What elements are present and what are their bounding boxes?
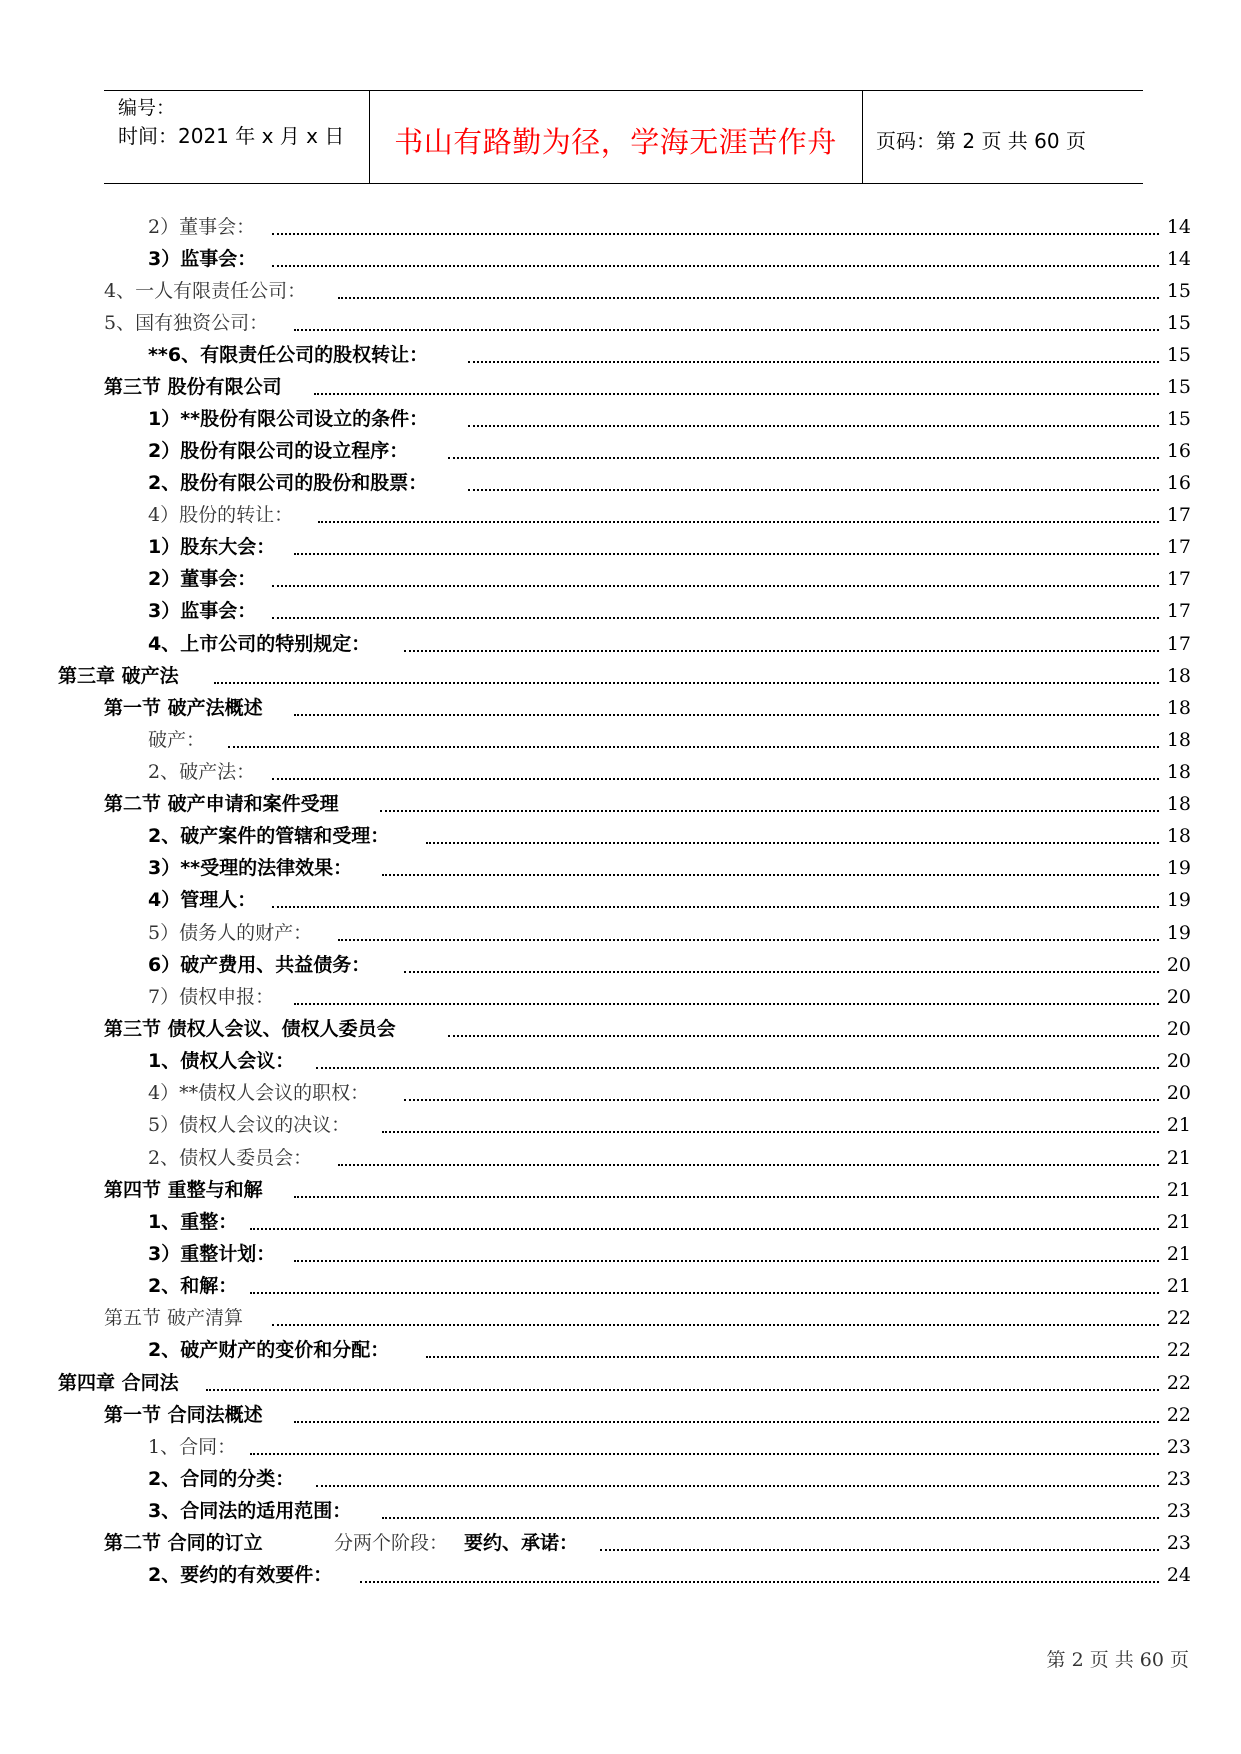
header-number-label: 编号： — [118, 97, 176, 119]
toc-entry-label: 第二节 破产申请和案件受理 — [104, 793, 339, 815]
toc-leader-dots — [294, 553, 1159, 555]
toc-entry-page: 18 — [1166, 825, 1191, 847]
toc-entry-note: 分两个阶段： — [334, 1532, 449, 1554]
toc-entry-note-bold: 要约、承诺： — [464, 1532, 579, 1554]
toc-leader-dots — [272, 233, 1159, 235]
toc-leader-dots — [600, 1549, 1159, 1551]
toc-leader-dots — [294, 1260, 1159, 1262]
toc-entry-page: 23 — [1166, 1468, 1191, 1490]
header-top-rule — [104, 90, 1143, 91]
toc-entry-label: 第四节 重整与和解 — [104, 1179, 263, 1201]
toc-entry[interactable] — [0, 693, 1241, 723]
toc-entry-label: 2、要约的有效要件： — [148, 1564, 333, 1586]
toc-entry-label: 3）监事会： — [148, 248, 257, 270]
toc-leader-dots — [404, 971, 1159, 973]
toc-entry-page: 19 — [1166, 857, 1191, 879]
toc-entry-label: 2、破产案件的管辖和受理： — [148, 825, 390, 847]
toc-entry[interactable] — [0, 372, 1241, 402]
toc-leader-dots — [316, 1485, 1159, 1487]
toc-entry-label: 第三章 破产法 — [58, 665, 179, 687]
toc-entry[interactable] — [0, 340, 1241, 370]
toc-entry-page: 20 — [1166, 1018, 1191, 1040]
toc-entry-page: 22 — [1166, 1307, 1191, 1329]
toc-entry[interactable] — [0, 885, 1241, 915]
toc-entry[interactable] — [0, 212, 1241, 242]
toc-entry-page: 20 — [1166, 1050, 1191, 1072]
toc-entry[interactable] — [0, 500, 1241, 530]
toc-entry-page: 17 — [1166, 600, 1191, 622]
toc-entry-label: 3）**受理的法律效果： — [148, 857, 353, 879]
toc-entry[interactable] — [0, 789, 1241, 819]
toc-entry[interactable] — [0, 1303, 1241, 1333]
toc-entry-label: 1）**股份有限公司设立的条件： — [148, 408, 429, 430]
toc-entry-page: 17 — [1166, 633, 1191, 655]
toc-entry-label: 破产： — [148, 729, 206, 751]
toc-entry-label: 4、上市公司的特别规定： — [148, 633, 371, 655]
toc-entry-label: 第二节 合同的订立 — [104, 1532, 263, 1554]
header-motto: 书山有路勤为径，学海无涯苦作舟 — [394, 125, 837, 159]
toc-entry-page: 19 — [1166, 922, 1191, 944]
toc-entry-label: 4）股份的转让： — [148, 504, 294, 526]
toc-entry[interactable] — [0, 1110, 1241, 1140]
toc-entry[interactable] — [0, 1432, 1241, 1462]
toc-leader-dots — [318, 521, 1159, 523]
toc-leader-dots — [468, 489, 1159, 491]
toc-entry-label: 1、重整： — [148, 1211, 238, 1233]
toc-entry[interactable] — [0, 1175, 1241, 1205]
toc-entry-page: 20 — [1166, 986, 1191, 1008]
toc-leader-dots — [294, 1003, 1159, 1005]
toc-entry[interactable] — [0, 1400, 1241, 1430]
toc-leader-dots — [214, 682, 1159, 684]
toc-entry[interactable] — [0, 1335, 1241, 1365]
toc-entry-label: 第四章 合同法 — [58, 1372, 179, 1394]
toc-entry[interactable] — [0, 725, 1241, 755]
toc-leader-dots — [314, 393, 1159, 395]
toc-leader-dots — [228, 746, 1159, 748]
toc-entry[interactable] — [0, 1368, 1241, 1398]
toc-entry-page: 18 — [1166, 761, 1191, 783]
toc-entry-label: 第一节 破产法概述 — [104, 697, 263, 719]
toc-leader-dots — [316, 1067, 1159, 1069]
toc-entry-label: 4）**债权人会议的职权： — [148, 1082, 370, 1104]
toc-entry[interactable] — [0, 1496, 1241, 1526]
toc-entry-page: 14 — [1166, 248, 1191, 270]
toc-entry-label: 5）债务人的财产： — [148, 922, 313, 944]
toc-entry[interactable] — [0, 436, 1241, 466]
toc-entry-label: **6、有限责任公司的股权转让： — [148, 344, 429, 366]
toc-entry-label: 2、破产财产的变价和分配： — [148, 1339, 390, 1361]
toc-entry-label: 2）董事会： — [148, 216, 256, 238]
toc-leader-dots — [272, 265, 1159, 267]
toc-entry[interactable] — [0, 629, 1241, 659]
toc-leader-dots — [206, 1389, 1159, 1391]
toc-entry-page: 22 — [1166, 1372, 1191, 1394]
toc-leader-dots — [272, 778, 1159, 780]
toc-entry-page: 21 — [1166, 1147, 1191, 1169]
toc-entry-page: 22 — [1166, 1339, 1191, 1361]
toc-entry-page: 21 — [1166, 1179, 1191, 1201]
toc-entry-label: 7）债权申报： — [148, 986, 275, 1008]
toc-entry-label: 5、国有独资公司： — [104, 312, 269, 334]
toc-entry[interactable] — [0, 982, 1241, 1012]
toc-leader-dots — [468, 425, 1159, 427]
toc-entry[interactable] — [0, 564, 1241, 594]
toc-entry-label: 3）监事会： — [148, 600, 257, 622]
toc-entry-page: 20 — [1166, 954, 1191, 976]
toc-entry-label: 2、债权人委员会： — [148, 1147, 313, 1169]
toc-entry-page: 15 — [1166, 312, 1191, 334]
toc-leader-dots — [272, 1324, 1159, 1326]
toc-entry[interactable] — [0, 1078, 1241, 1108]
toc-entry-page: 16 — [1166, 440, 1191, 462]
toc-entry-label: 第三节 股份有限公司 — [104, 376, 282, 398]
toc-entry-page: 21 — [1166, 1211, 1191, 1233]
toc-entry[interactable] — [0, 276, 1241, 306]
toc-entry-page: 24 — [1166, 1564, 1191, 1586]
toc-entry-label: 2）股份有限公司的设立程序： — [148, 440, 409, 462]
toc-leader-dots — [338, 1164, 1159, 1166]
toc-entry[interactable] — [0, 950, 1241, 980]
toc-entry-label: 5）债权人会议的决议： — [148, 1114, 351, 1136]
toc-leader-dots — [294, 1196, 1159, 1198]
toc-entry-label: 1、债权人会议： — [148, 1050, 295, 1072]
toc-leader-dots — [468, 361, 1159, 363]
toc-leader-dots — [448, 457, 1159, 459]
toc-entry-page: 15 — [1166, 344, 1191, 366]
toc-leader-dots — [272, 585, 1159, 587]
toc-entry[interactable] — [0, 532, 1241, 562]
toc-entry-page: 23 — [1166, 1436, 1191, 1458]
toc-entry-label: 1）股东大会： — [148, 536, 276, 558]
toc-entry[interactable] — [0, 821, 1241, 851]
toc-leader-dots — [338, 939, 1159, 941]
header-divider-right — [862, 90, 863, 183]
toc-leader-dots — [294, 714, 1159, 716]
toc-entry[interactable] — [0, 1143, 1241, 1173]
toc-entry-label: 4）管理人： — [148, 889, 257, 911]
toc-entry[interactable] — [0, 1464, 1241, 1494]
toc-entry-page: 17 — [1166, 536, 1191, 558]
toc-entry-label: 第一节 合同法概述 — [104, 1404, 263, 1426]
toc-entry-label: 2、股份有限公司的股份和股票： — [148, 472, 428, 494]
toc-leader-dots — [382, 1517, 1159, 1519]
toc-entry-label: 6）破产费用、共益债务： — [148, 954, 371, 976]
toc-entry-label: 3）重整计划： — [148, 1243, 276, 1265]
toc-leader-dots — [294, 1421, 1159, 1423]
toc-entry-page: 18 — [1166, 697, 1191, 719]
toc-leader-dots — [272, 906, 1159, 908]
toc-entry-page: 18 — [1166, 665, 1191, 687]
toc-leader-dots — [360, 1581, 1159, 1583]
header-time-label: 时间：2021 年 x 月 x 日 — [118, 124, 345, 148]
toc-entry-label: 2、合同的分类： — [148, 1468, 295, 1490]
toc-entry[interactable] — [0, 1046, 1241, 1076]
toc-entry-page: 15 — [1166, 376, 1191, 398]
toc-entry-label: 3、合同法的适用范围： — [148, 1500, 352, 1522]
toc-entry[interactable] — [0, 918, 1241, 948]
toc-entry[interactable] — [0, 853, 1241, 883]
toc-entry-page: 23 — [1166, 1500, 1191, 1522]
toc-entry[interactable] — [0, 308, 1241, 338]
toc-entry-label: 2）董事会： — [148, 568, 257, 590]
toc-leader-dots — [382, 874, 1159, 876]
toc-entry[interactable] — [0, 661, 1241, 691]
toc-leader-dots — [380, 810, 1159, 812]
header-page-label: 页码：第 2 页 共 60 页 — [876, 129, 1086, 153]
toc-leader-dots — [250, 1453, 1159, 1455]
toc-entry-page: 20 — [1166, 1082, 1191, 1104]
toc-entry[interactable] — [0, 1014, 1241, 1044]
toc-entry-page: 21 — [1166, 1275, 1191, 1297]
toc-entry-page: 17 — [1166, 568, 1191, 590]
toc-entry-page: 21 — [1166, 1114, 1191, 1136]
toc-leader-dots — [404, 650, 1159, 652]
toc-entry-page: 16 — [1166, 472, 1191, 494]
toc-entry[interactable] — [0, 468, 1241, 498]
toc-leader-dots — [426, 842, 1159, 844]
toc-entry-page: 15 — [1166, 280, 1191, 302]
toc-entry[interactable] — [0, 404, 1241, 434]
toc-entry-label: 2、破产法： — [148, 761, 256, 783]
toc-leader-dots — [272, 617, 1159, 619]
toc-entry[interactable] — [0, 1239, 1241, 1269]
header-bottom-rule — [104, 183, 1143, 184]
page-footer: 第 2 页 共 60 页 — [1046, 1649, 1189, 1671]
toc-leader-dots — [250, 1292, 1159, 1294]
toc-entry-page: 23 — [1166, 1532, 1191, 1554]
toc-entry[interactable] — [0, 1207, 1241, 1237]
toc-entry[interactable] — [0, 244, 1241, 274]
toc-leader-dots — [250, 1228, 1159, 1230]
toc-entry[interactable] — [0, 1528, 1241, 1558]
toc-leader-dots — [382, 1131, 1159, 1133]
toc-leader-dots — [448, 1035, 1159, 1037]
toc-entry-label: 第五节 破产清算 — [104, 1307, 244, 1329]
toc-entry-page: 15 — [1166, 408, 1191, 430]
toc-entry-label: 第三节 债权人会议、债权人委员会 — [104, 1018, 396, 1040]
toc-entry[interactable] — [0, 1271, 1241, 1301]
toc-entry-label: 4、一人有限责任公司： — [104, 280, 307, 302]
toc-entry[interactable] — [0, 1560, 1241, 1590]
toc-entry[interactable] — [0, 596, 1241, 626]
toc-leader-dots — [294, 329, 1159, 331]
toc-leader-dots — [404, 1099, 1159, 1101]
toc-entry-page: 22 — [1166, 1404, 1191, 1426]
toc-entry-page: 21 — [1166, 1243, 1191, 1265]
toc-entry-page: 17 — [1166, 504, 1191, 526]
toc-entry-label: 2、和解： — [148, 1275, 238, 1297]
toc-entry-page: 18 — [1166, 729, 1191, 751]
toc-entry-page: 14 — [1166, 216, 1191, 238]
toc-leader-dots — [426, 1356, 1159, 1358]
toc-entry[interactable] — [0, 757, 1241, 787]
toc-entry-label: 1、合同： — [148, 1436, 237, 1458]
toc-leader-dots — [338, 297, 1159, 299]
toc-entry-page: 19 — [1166, 889, 1191, 911]
toc-entry-page: 18 — [1166, 793, 1191, 815]
